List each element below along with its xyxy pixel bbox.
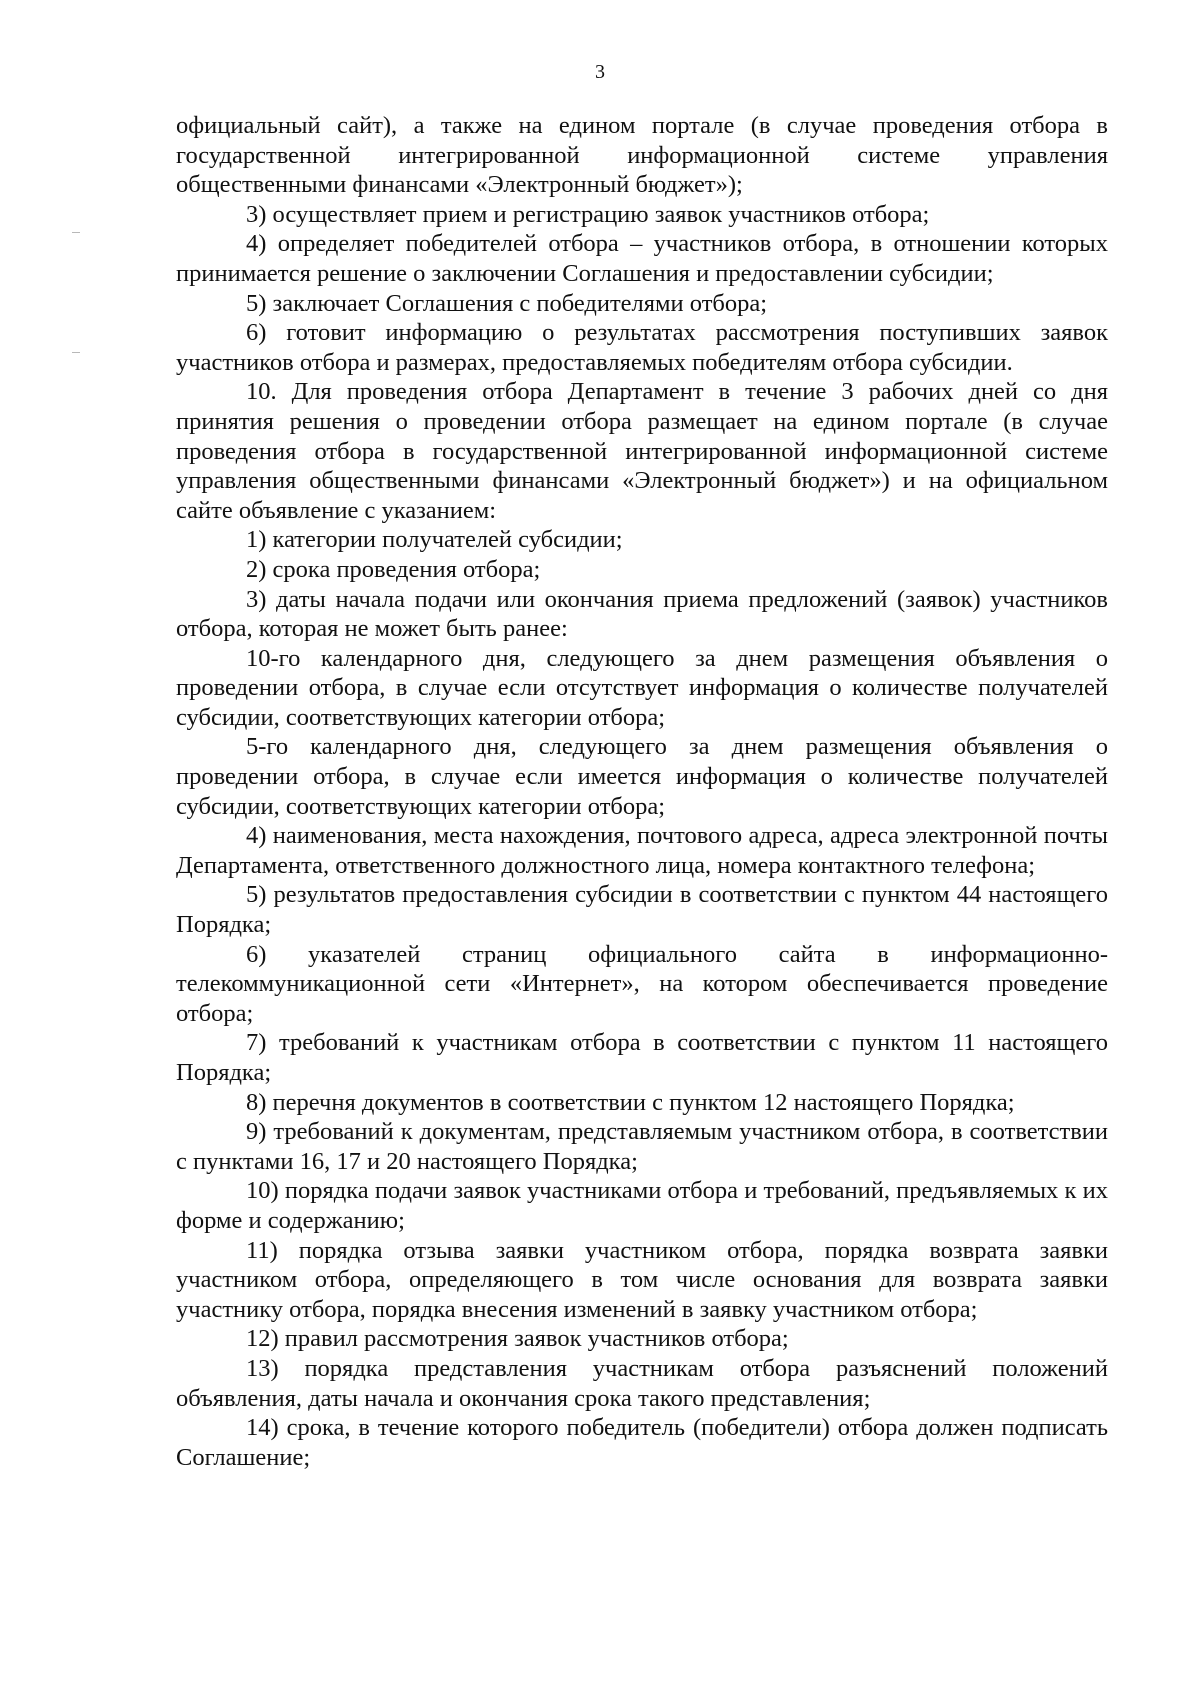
paragraph: 5-го календарного дня, следующего за днем размещения объявления о проведении отбора, в случае если имеется информация о количестве получателей субсидии, соответствующих категории отбора; [176, 733, 1108, 820]
paragraph: официальный сайт), а также на едином портале (в случае проведения отбора в государственной интегрированной информационной системе управления общественными финансами «Электронный бюджет»); [176, 112, 1108, 199]
paragraph: 5) заключает Соглашения с победителями отбора; [246, 289, 768, 317]
paragraph: 10. Для проведения отбора Департамент в течение 3 рабочих дней со дня принятия решения о проведении отбора размещает на едином портале (в случае проведения отбора в государственной интегрированной информационной системе управления общественными финансами «Электронный бюджет») и на официальном сайте объявление с указанием: [176, 378, 1108, 524]
paragraph: 6) указателей страниц официального сайта в информационно-телекоммуникационной сети «Интернет», на котором обеспечивается проведение отбора; [176, 940, 1108, 1027]
paragraph: 7) требований к участникам отбора в соответствии с пунктом 11 настоящего Порядка; [176, 1029, 1108, 1086]
paragraph: 5) результатов предоставления субсидии в соответствии с пунктом 44 настоящего Порядка; [176, 881, 1108, 939]
paragraph: 4) наименования, места нахождения, почтового адреса, адреса электронной почты Департамента, ответственного должностного лица, номера контактного телефона; [176, 822, 1108, 879]
scan-mark [72, 232, 80, 233]
paragraph: 12) правил рассмотрения заявок участников отбора; [246, 1325, 789, 1353]
scan-mark [72, 352, 80, 353]
paragraph: 4) определяет победителей отбора – участников отбора, в отношении которых принимается решение о заключении Соглашения и предоставлении субсидии; [176, 230, 1108, 287]
paragraph: 14) срока, в течение которого победитель (победители) отбора должен подписать Соглашение; [176, 1414, 1108, 1471]
paragraph: 3) осуществляет прием и регистрацию заявок участников отбора; [246, 200, 930, 228]
document-body [176, 111, 1108, 1472]
paragraph: 3) даты начала подачи или окончания приема предложений (заявок) участников отбора, которая не может быть ранее: [176, 585, 1108, 643]
paragraph: 11) порядка отзыва заявки участником отбора, порядка возврата заявки участником отбора, определяющего в том числе основания для возврата заявки участнику отбора, порядка внесения изменений в заявку участником отбора; [176, 1236, 1108, 1323]
paragraph: 9) требований к документам, представляемым участником отбора, в соответствии с пунктами 16, 17 и 20 настоящего Порядка; [176, 1118, 1108, 1175]
page-number: 3 [595, 61, 605, 83]
paragraph: 6) готовит информацию о результатах рассмотрения поступивших заявок участников отбора и размерах, предоставляемых победителям отбора субсидии. [176, 319, 1108, 376]
paragraph: 10) порядка подачи заявок участниками отбора и требований, предъявляемых к их форме и содержанию; [176, 1177, 1108, 1234]
paragraph: 8) перечня документов в соответствии с пунктом 12 настоящего Порядка; [246, 1088, 1015, 1116]
paragraph: 1) категории получателей субсидии; [246, 526, 623, 554]
paragraph: 13) порядка представления участникам отбора разъяснений положений объявления, даты начала и окончания срока такого представления; [176, 1354, 1108, 1412]
paragraph: 2) срока проведения отбора; [246, 555, 541, 583]
paragraph: 10-го календарного дня, следующего за днем размещения объявления о проведении отбора, в случае если отсутствует информация о количестве получателей субсидии, соответствующих категории отбора; [176, 644, 1108, 731]
